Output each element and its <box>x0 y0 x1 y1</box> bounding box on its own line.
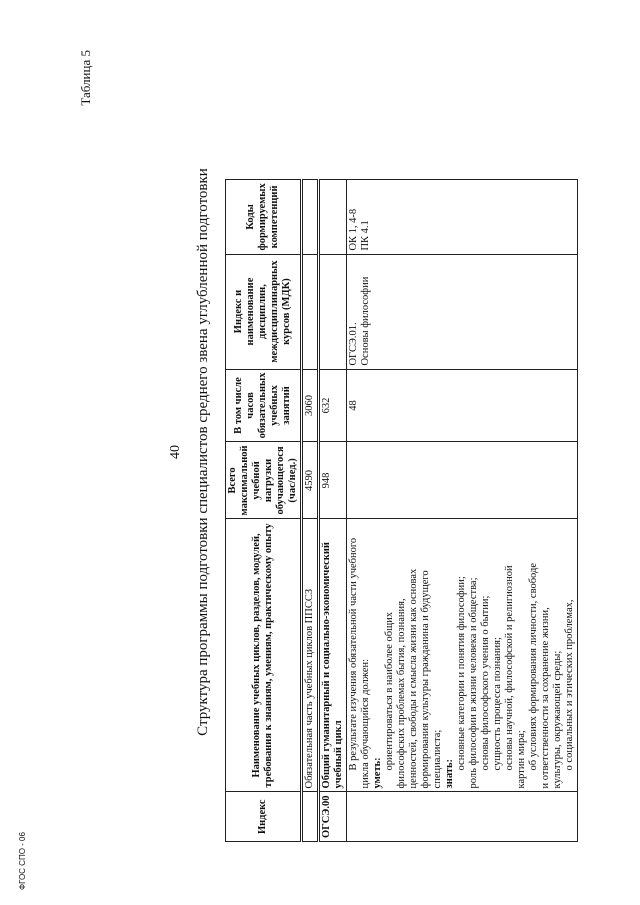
cell-detail-required: 48 <box>347 369 578 442</box>
cell-mandatory-total: 4590 <box>302 442 319 519</box>
znat-label: знать: <box>444 758 455 789</box>
cell-mandatory-name: Обязательная часть учебных циклов ППССЗ <box>302 519 319 792</box>
requirements-intro: В результате изучения обязательной части учебного цикла обучающийся должен: <box>348 537 371 789</box>
discipline-name: Основы философии <box>360 276 371 366</box>
table-row-detail <box>347 180 578 842</box>
cell-disc-empty <box>302 254 319 369</box>
header-disciplines: Индекс и наименование дисциплин, междисциплинарных курсов (МДК) <box>226 254 302 369</box>
header-index: Индекс <box>226 792 302 842</box>
structure-table <box>225 179 578 842</box>
header-name: Наименование учебных циклов, разделов, модулей, требования к знаниям, умениям, практическому опыту <box>226 519 302 792</box>
znat-line: культуры, окружающей среды; <box>552 650 563 789</box>
discipline-code: ОГСЭ.01. <box>348 322 359 366</box>
znat-line: и ответственности за сохранение жизни, <box>540 607 551 789</box>
document-title: Структура программы подготовки специалистов среднего звена углубленной подготовки <box>195 168 211 736</box>
znat-line: основные категории и понятия философии; <box>456 576 467 771</box>
cell-index-empty <box>347 792 578 842</box>
znat-line: роль философии в жизни человека и общества; <box>468 577 479 789</box>
table-row-mandatory <box>302 180 319 842</box>
competency-code: ПК 4.1 <box>360 220 371 251</box>
footer-text: ФГОС СПО - 06 <box>18 832 27 890</box>
cell-cycle-index: ОГСЭ.00 <box>319 792 347 842</box>
rotated-landscape-content <box>60 42 580 862</box>
cell-cycle-name: Общий гуманитарный и социально-экономический учебный цикл <box>319 519 347 792</box>
znat-line: об условиях формирования личности, свободе <box>528 562 539 771</box>
umet-line: ориентироваться в наиболее общих <box>384 611 395 771</box>
cell-disc-empty <box>319 254 347 369</box>
table-header-row <box>226 180 302 842</box>
cell-cycle-total: 948 <box>319 442 347 519</box>
cell-comp-empty <box>302 180 319 254</box>
header-required-hours: В том числе часов обязательных учебных занятий <box>226 369 302 442</box>
cell-cycle-required: 632 <box>319 369 347 442</box>
table-row-cycle <box>319 180 347 842</box>
requirements-text <box>348 522 576 788</box>
cell-comp-empty <box>319 180 347 254</box>
footer-code <box>18 800 30 890</box>
cell-index-empty <box>302 792 319 842</box>
cell-competencies <box>347 180 578 254</box>
umet-line: специалиста; <box>432 729 443 789</box>
znat-line: сущность процесса познания; <box>492 637 503 771</box>
umet-label: уметь: <box>372 757 383 789</box>
znat-line: основы научной, философской и религиозной <box>504 565 515 771</box>
znat-line: о социальных и этических проблемах, <box>564 599 575 771</box>
cell-detail-total-empty <box>347 442 578 519</box>
znat-line: картин мира; <box>516 730 527 789</box>
cell-discipline <box>347 254 578 369</box>
znat-line: основы философского учения о бытии; <box>480 595 491 771</box>
header-total-load: Всего максимальной учебной нагрузки обучающегося (час/нед.) <box>226 442 302 519</box>
cell-mandatory-required: 3060 <box>302 369 319 442</box>
page-number: 40 <box>168 445 183 459</box>
cell-requirements <box>347 519 578 792</box>
table-label: Таблица 5 <box>78 50 93 106</box>
umet-line: ценностей, свободы и смысла жизни как основах <box>408 568 419 789</box>
umet-line: формирования культуры гражданина и будущего <box>420 570 431 789</box>
umet-line: философских проблемах бытия, познания, <box>396 598 407 789</box>
header-competencies: Коды формируемых компетенций <box>226 180 302 254</box>
competency-code: ОК 1, 4-8 <box>348 208 359 251</box>
